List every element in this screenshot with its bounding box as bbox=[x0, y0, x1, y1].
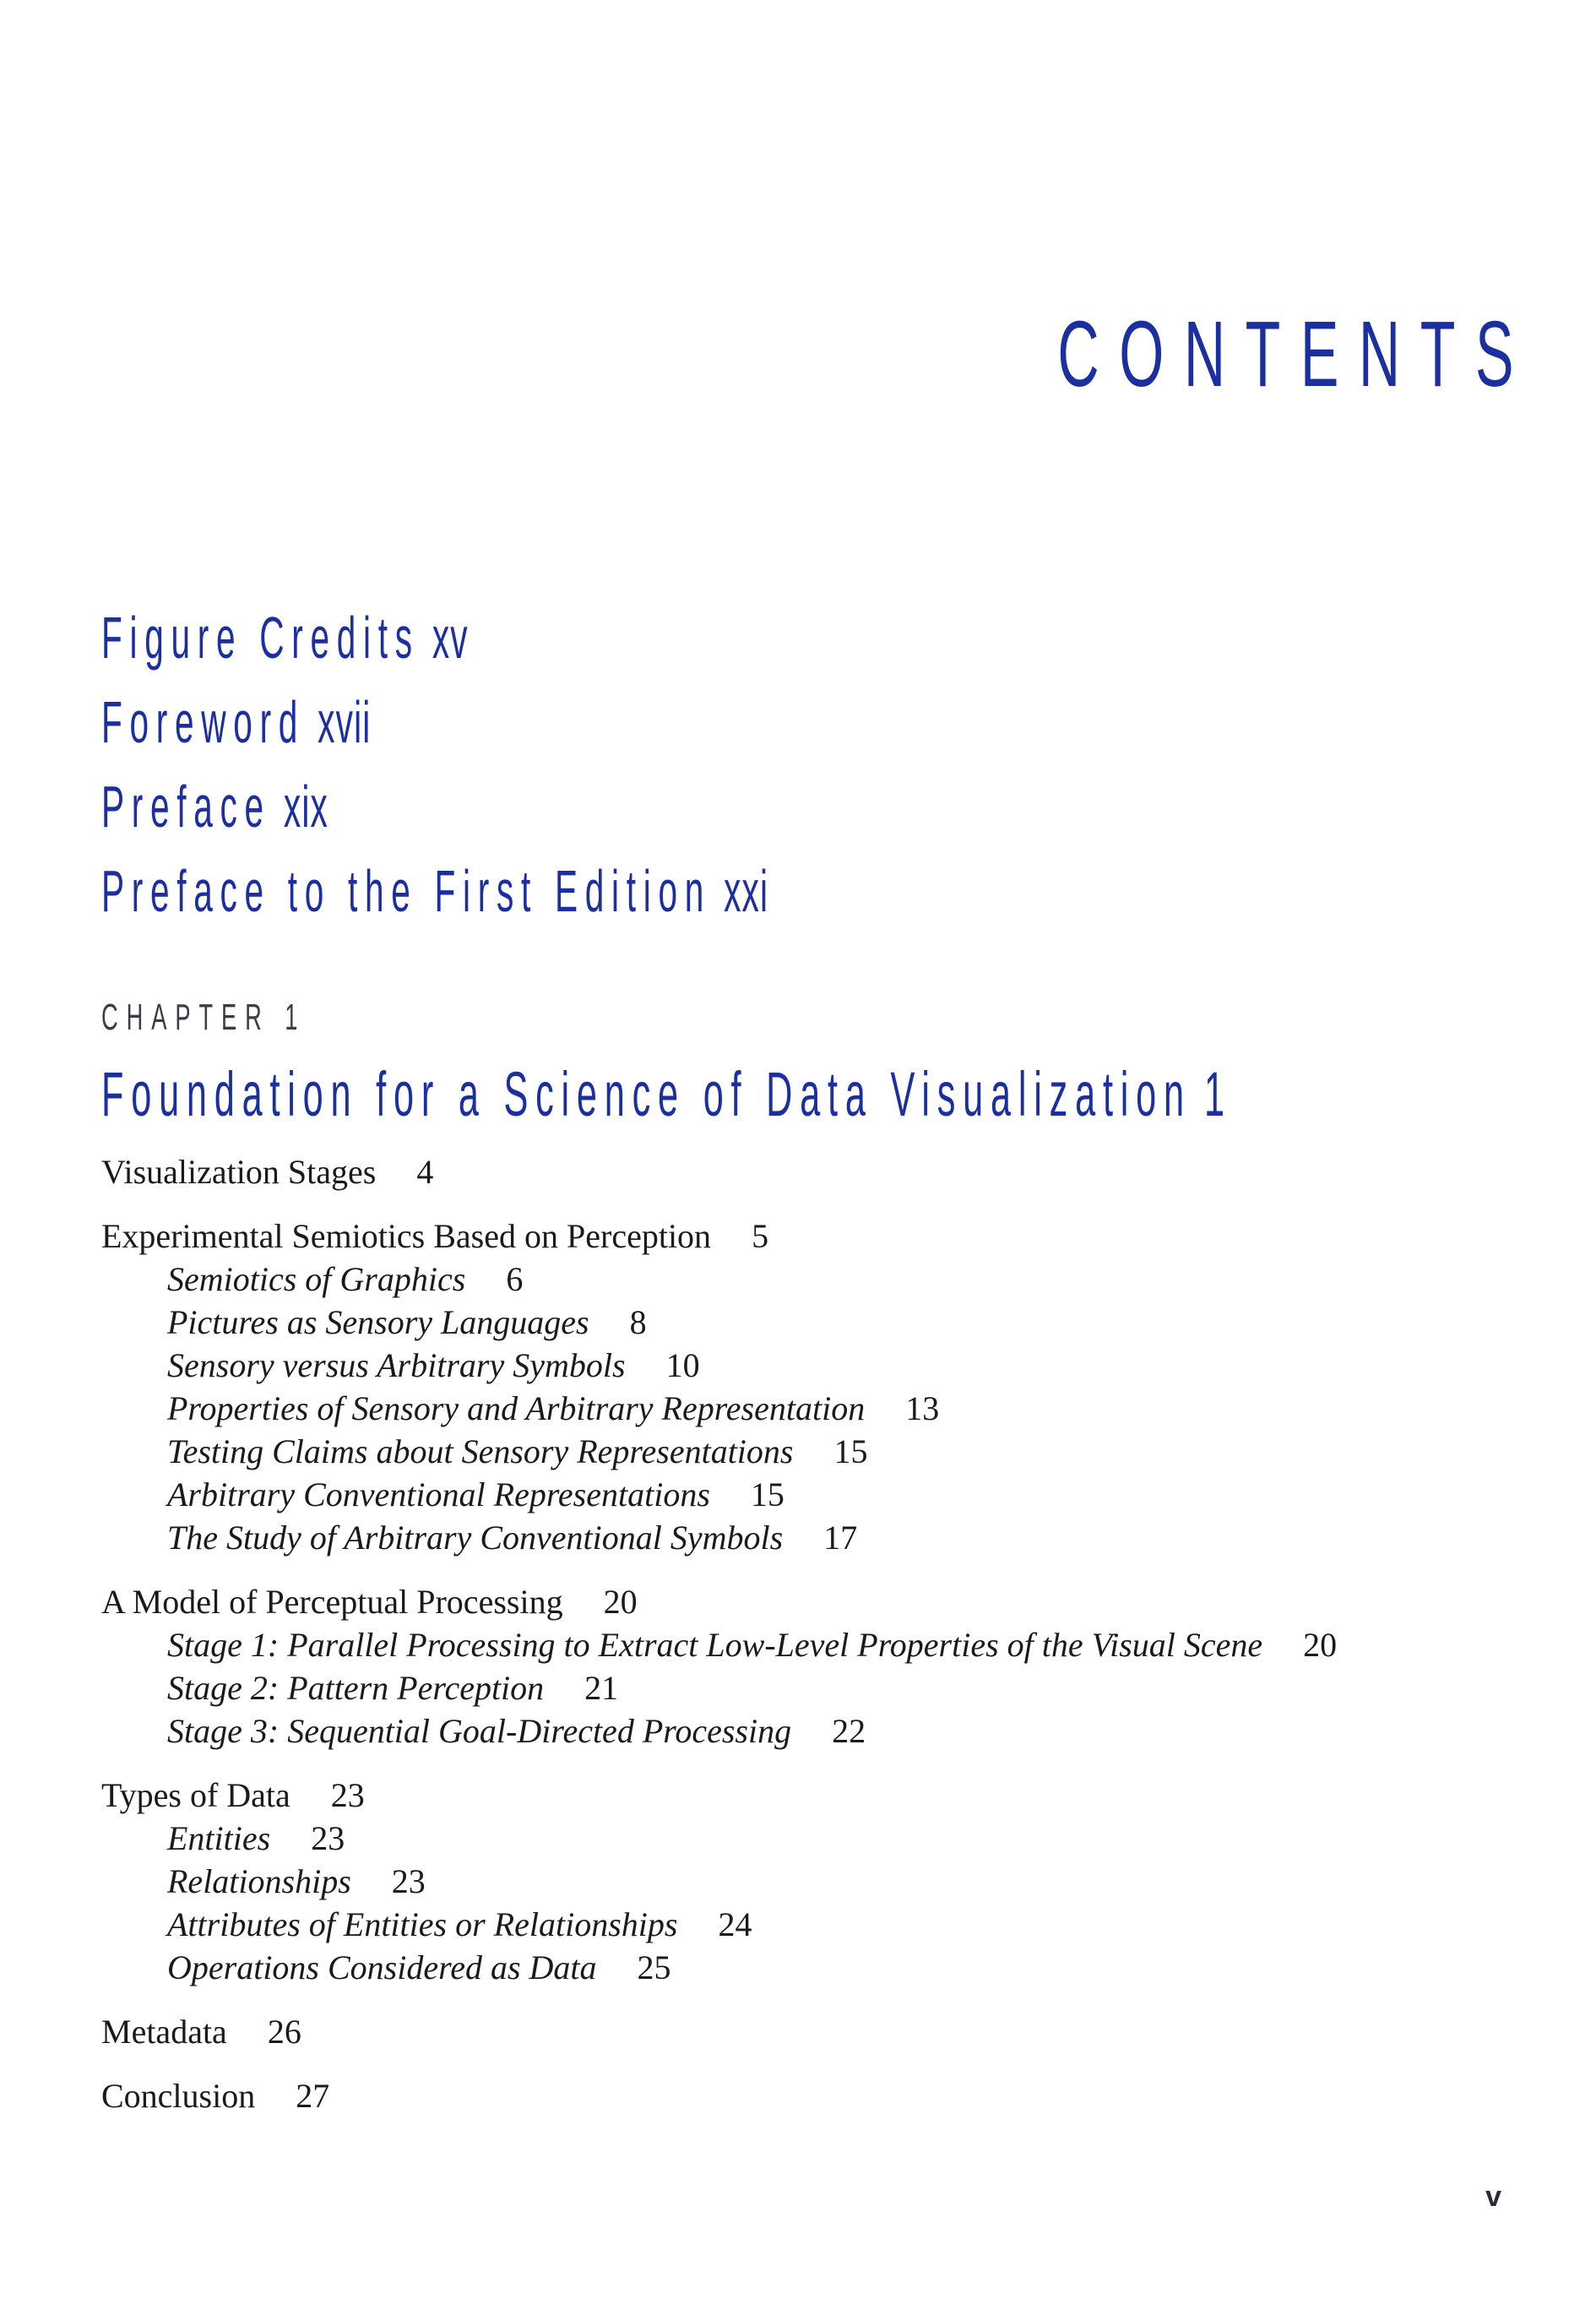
subsection-page: 13 bbox=[905, 1389, 940, 1427]
subsection-page: 23 bbox=[391, 1862, 426, 1900]
front-matter-page: xvii bbox=[318, 689, 372, 755]
section-entry[interactable] bbox=[101, 1580, 1512, 1623]
subsection-title: Stage 1: Parallel Processing to Extract Low-Level Properties of the Visual Scene bbox=[167, 1626, 1263, 1664]
subsection-title: Arbitrary Conventional Representations bbox=[167, 1475, 710, 1513]
toc-section bbox=[101, 1774, 1512, 1989]
subsection-entry[interactable] bbox=[101, 1666, 1512, 1709]
subsection-page: 24 bbox=[718, 1905, 752, 1943]
subsection-title: Attributes of Entities or Relationships bbox=[167, 1905, 678, 1943]
front-matter-item[interactable] bbox=[101, 764, 768, 849]
subsection-entry[interactable] bbox=[101, 1709, 1512, 1752]
subsection-title: Entities bbox=[167, 1819, 271, 1857]
section-page: 4 bbox=[416, 1153, 434, 1191]
toc-section bbox=[101, 2074, 1512, 2117]
section-title: Conclusion bbox=[101, 2077, 256, 2115]
front-matter-title: Foreword bbox=[101, 689, 306, 755]
front-matter-title: Preface bbox=[101, 774, 271, 840]
subsection-title: Operations Considered as Data bbox=[167, 1948, 597, 1986]
subsection-entry[interactable] bbox=[101, 1623, 1512, 1666]
subsection-entry[interactable] bbox=[101, 1473, 1512, 1516]
section-page: 23 bbox=[330, 1776, 365, 1814]
section-title: Types of Data bbox=[101, 1776, 290, 1814]
toc-body bbox=[101, 1150, 1512, 2138]
subsection-page: 8 bbox=[629, 1303, 647, 1341]
subsection-page: 23 bbox=[311, 1819, 345, 1857]
subsection-entry[interactable] bbox=[101, 1860, 1512, 1903]
subsection-entry[interactable] bbox=[101, 1516, 1512, 1559]
toc-section bbox=[101, 1580, 1512, 1752]
toc-section bbox=[101, 2010, 1512, 2053]
subsection-entry[interactable] bbox=[101, 1258, 1512, 1301]
toc-section bbox=[101, 1214, 1512, 1559]
subsection-title: Stage 3: Sequential Goal-Directed Processing bbox=[167, 1712, 792, 1750]
section-entry[interactable] bbox=[101, 2010, 1512, 2053]
section-page: 5 bbox=[752, 1217, 769, 1255]
subsection-page: 22 bbox=[832, 1712, 866, 1750]
subsection-entry[interactable] bbox=[101, 1430, 1512, 1473]
subsection-title: Semiotics of Graphics bbox=[167, 1260, 466, 1298]
subsection-page: 21 bbox=[584, 1669, 619, 1707]
section-entry[interactable] bbox=[101, 1150, 1512, 1193]
section-entry[interactable] bbox=[101, 1214, 1512, 1258]
subsection-title: Sensory versus Arbitrary Symbols bbox=[167, 1346, 626, 1384]
section-page: 26 bbox=[267, 2013, 301, 2051]
section-title: A Model of Perceptual Processing bbox=[101, 1583, 563, 1621]
section-page: 27 bbox=[296, 2077, 330, 2115]
section-page: 20 bbox=[603, 1583, 638, 1621]
subsection-entry[interactable] bbox=[101, 1903, 1512, 1946]
subsection-page: 17 bbox=[823, 1519, 858, 1557]
page-title: CONTENTS bbox=[1057, 302, 1534, 406]
subsection-title: Properties of Sensory and Arbitrary Representation bbox=[167, 1389, 866, 1427]
chapter-heading[interactable] bbox=[101, 1060, 1225, 1128]
chapter-label: CHAPTER 1 bbox=[101, 997, 307, 1038]
chapter-page: 1 bbox=[1204, 1059, 1226, 1129]
front-matter-page: xix bbox=[283, 774, 329, 840]
toc-section bbox=[101, 1150, 1512, 1193]
section-title: Experimental Semiotics Based on Perception bbox=[101, 1217, 712, 1255]
subsection-page: 15 bbox=[833, 1432, 868, 1470]
subsection-page: 10 bbox=[665, 1346, 700, 1384]
subsection-entry[interactable] bbox=[101, 1946, 1512, 1989]
front-matter-page: xxi bbox=[724, 858, 769, 924]
page-number: v bbox=[1485, 2181, 1501, 2213]
front-matter-title: Preface to the First Edition bbox=[101, 858, 712, 924]
subsection-page: 6 bbox=[506, 1260, 524, 1298]
subsection-title: The Study of Arbitrary Conventional Symbols bbox=[167, 1519, 784, 1557]
front-matter-item[interactable] bbox=[101, 680, 768, 764]
subsection-entry[interactable] bbox=[101, 1817, 1512, 1860]
section-entry[interactable] bbox=[101, 1774, 1512, 1817]
front-matter-item[interactable] bbox=[101, 595, 768, 680]
subsection-page: 25 bbox=[637, 1948, 671, 1986]
section-title: Visualization Stages bbox=[101, 1153, 377, 1191]
chapter-title: Foundation for a Science of Data Visualization bbox=[101, 1059, 1192, 1129]
subsection-title: Stage 2: Pattern Perception bbox=[167, 1669, 545, 1707]
front-matter-list bbox=[101, 595, 1251, 933]
front-matter-page: xv bbox=[432, 605, 469, 671]
subsection-entry[interactable] bbox=[101, 1301, 1512, 1344]
section-title: Metadata bbox=[101, 2013, 227, 2051]
front-matter-item[interactable] bbox=[101, 849, 768, 933]
subsection-entry[interactable] bbox=[101, 1387, 1512, 1430]
subsection-title: Relationships bbox=[167, 1862, 351, 1900]
subsection-page: 15 bbox=[750, 1475, 784, 1513]
section-entry[interactable] bbox=[101, 2074, 1512, 2117]
subsection-page: 20 bbox=[1303, 1626, 1338, 1664]
subsection-title: Testing Claims about Sensory Representations bbox=[167, 1432, 794, 1470]
front-matter-title: Figure Credits bbox=[101, 605, 420, 671]
subsection-entry[interactable] bbox=[101, 1344, 1512, 1387]
subsection-title: Pictures as Sensory Languages bbox=[167, 1303, 589, 1341]
